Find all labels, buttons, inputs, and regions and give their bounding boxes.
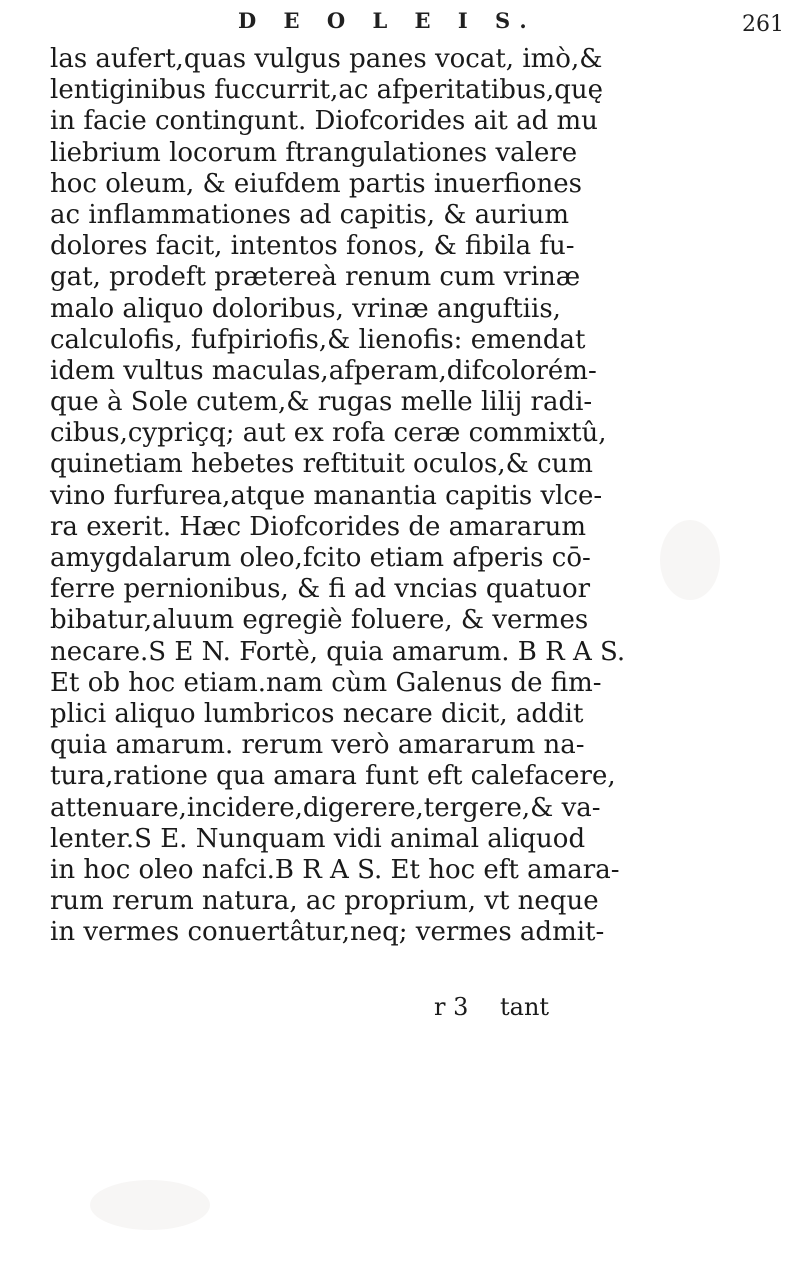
- text-line: calculofis, fufpiriofis,& lienofis: emendat: [50, 324, 586, 355]
- text-line: gat, prodeft prætereà renum cum vrinæ: [50, 262, 581, 293]
- text-line: las aufert,quas vulgus panes vocat, imò,&: [50, 44, 603, 74]
- text-line: ferre pernionibus, & fi ad vncias quatuor: [50, 574, 591, 605]
- text-line: amygdalarum oleo,fcito etiam afperis cō-: [50, 543, 591, 573]
- text-line: necare.S E N. Fortè, quia amarum. B R A S.: [50, 636, 626, 667]
- text-line: rum rerum natura, ac proprium, vt neque: [50, 886, 599, 917]
- page-number: 261: [742, 12, 784, 37]
- text-line: in facie contingunt. Diofcorides ait ad mu: [50, 106, 598, 137]
- text-line: malo aliquo doloribus, vrinæ anguftiis,: [50, 293, 561, 324]
- catchword: tant: [500, 993, 550, 1021]
- body-text: [50, 44, 690, 948]
- text-line: lenter.S E. Nunquam vidi animal aliquod: [50, 823, 586, 854]
- text-line: ac inflammationes ad capitis, & aurium: [50, 199, 570, 230]
- text-line: ra exerit. Hæc Diofcorides de amararum: [50, 511, 587, 542]
- text-line: quia amarum. rerum verò amararum na-: [50, 730, 585, 761]
- text-line: cibus,cypriçq; aut ex rofa ceræ commixtû,: [50, 418, 607, 449]
- text-line: plici aliquo lumbricos necare dicit, addit: [50, 698, 584, 729]
- text-line: que à Sole cutem,& rugas melle lilij radi-: [50, 387, 593, 418]
- text-line: quinetiam hebetes reftituit oculos,& cum: [50, 449, 593, 480]
- signature-mark: r 3: [434, 993, 469, 1021]
- text-line: idem vultus maculas,afperam,difcolorém-: [50, 355, 597, 386]
- text-line: attenuare,incidere,digerere,tergere,& va-: [50, 792, 601, 823]
- text-line: vino furfurea,atque manantia capitis vlce-: [50, 480, 603, 511]
- text-line: Et ob hoc etiam.nam cùm Galenus de fim-: [50, 667, 602, 698]
- page-header: [0, 8, 800, 38]
- text-line: in hoc oleo nafci.B R A S. Et hoc eft amara-: [50, 854, 620, 885]
- text-line: in vermes conuertâtur,neq; vermes admit-: [50, 917, 605, 948]
- text-line: liebrium locorum ftrangulationes valere: [50, 137, 578, 168]
- text-line: hoc oleum, & eiufdem partis inuerfiones: [50, 168, 582, 199]
- text-line: dolores facit, intentos fonos, & fibila fu-: [50, 231, 575, 262]
- text-line: tura,ratione qua amara funt eft calefacere,: [50, 761, 616, 792]
- paper-stain: [90, 1180, 210, 1230]
- text-line: lentiginibus fuccurrit,ac afperitatibus,quę: [50, 75, 604, 106]
- text-line: bibatur,aluum egregiè foluere, & vermes: [50, 605, 589, 636]
- running-head: D E O L E I S.: [238, 8, 537, 33]
